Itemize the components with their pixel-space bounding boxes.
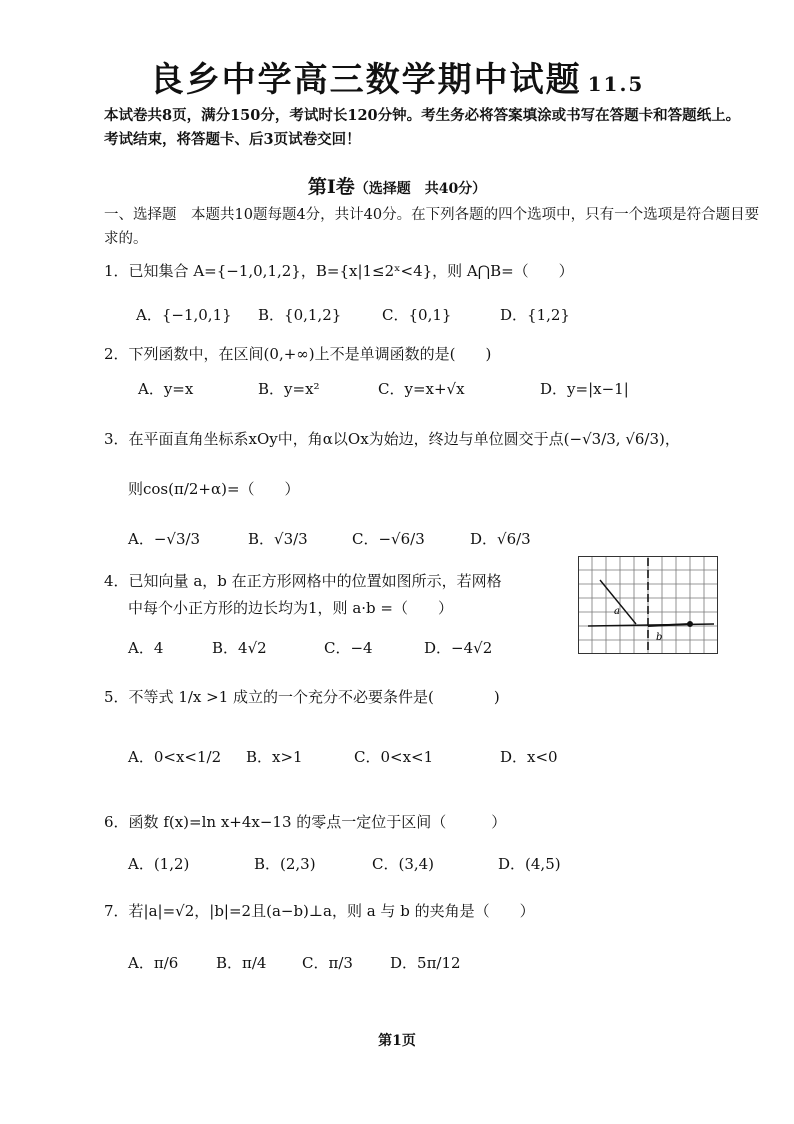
question-4-continued: 中每个小正方形的边长均为1，则 a·b =（ ） — [128, 599, 453, 617]
q1-option-d: D．{1,2} — [500, 306, 570, 324]
question-number: 4． — [104, 572, 129, 590]
question-number: 5． — [104, 688, 129, 706]
question-3-continued: 则cos(π/2+α)=（ ） — [128, 480, 300, 498]
question-stem: 不等式 1/x >1 成立的一个充分不必要条件是( ) — [128, 688, 500, 706]
exam-instructions: 本试卷共8页，满分150分，考试时长120分钟。考生务必将答案填涂或书写在答题卡和答题纸上。考试结束，将答题卡、后3页试卷交回！ — [104, 107, 741, 148]
page-title — [0, 52, 794, 101]
question-number: 2． — [104, 345, 129, 363]
q6-option-b: B．(2,3) — [254, 855, 316, 873]
q7-option-d: D．5π/12 — [390, 954, 461, 972]
q1-option-a: A．{−1,0,1} — [136, 306, 232, 324]
question-stem: 已知集合 A={−1,0,1,2}，B={x|1≤2ˣ<4}，则 A⋂B=（ ） — [128, 262, 574, 280]
vector-a — [600, 580, 636, 624]
part-subtitle: （选择题 共40分） — [354, 181, 487, 197]
question-3 — [104, 428, 680, 449]
q5-option-d: D．x<0 — [500, 748, 558, 766]
q6-option-c: C．(3,4) — [372, 855, 435, 873]
q2-option-b: B．y=x² — [258, 380, 320, 398]
q2-option-d: D．y=|x−1| — [540, 380, 629, 398]
question-6 — [104, 811, 506, 832]
title-text: 良乡中学高三数学期中试题 — [149, 60, 582, 100]
part-title: 第Ⅰ卷 — [307, 176, 355, 198]
q4-option-d: D．−4√2 — [424, 639, 493, 657]
q1-option-b: B．{0,1,2} — [258, 306, 342, 324]
q2-option-c: C．y=x+√x — [378, 380, 465, 398]
q3-option-c: C．−√6/3 — [352, 530, 425, 548]
q4-option-b: B．4√2 — [212, 639, 267, 657]
q3-option-d: D．√6/3 — [470, 530, 531, 548]
question-2 — [104, 343, 491, 364]
question-7 — [104, 900, 535, 921]
q1-option-c: C．{0,1} — [382, 306, 452, 324]
section-instructions: 一、选择题 本题共10题每题4分，共计40分。在下列各题的四个选项中，只有一个选项是符合题目要求的。 — [104, 207, 760, 247]
q5-option-c: C．0<x<1 — [354, 748, 434, 766]
vector-b-label: b — [656, 632, 663, 643]
q5-option-b: B．x>1 — [246, 748, 303, 766]
question-5 — [104, 686, 500, 707]
question-stem: 已知向量 a，b 在正方形网格中的位置如图所示，若网格 — [128, 572, 502, 590]
vector-a-label: a — [614, 606, 620, 617]
q2-option-a: A．y=x — [138, 380, 194, 398]
q7-option-b: B．π/4 — [216, 954, 267, 972]
question-number: 7． — [104, 902, 129, 920]
q4-option-c: C．−4 — [324, 639, 373, 657]
question-stem: 若|a|=√2，|b|=2且(a−b)⊥a，则 a 与 b 的夹角是（ ） — [128, 902, 535, 920]
title-date: 11.5 — [587, 72, 645, 96]
q7-option-a: A．π/6 — [128, 954, 179, 972]
question-1 — [104, 260, 574, 281]
q6-option-a: A．(1,2) — [128, 855, 190, 873]
q7-option-c: C．π/3 — [302, 954, 353, 972]
q4-option-a: A．4 — [128, 639, 164, 657]
question-number: 3． — [104, 430, 129, 448]
question-stem: 函数 f(x)=ln x+4x−13 的零点一定位于区间（ ） — [128, 813, 507, 831]
vector-b-endpoint — [687, 621, 693, 627]
q6-option-d: D．(4,5) — [498, 855, 561, 873]
question-4 — [104, 570, 502, 591]
question-stem: 下列函数中，在区间(0,+∞)上不是单调函数的是( ) — [128, 345, 492, 363]
question-number: 6． — [104, 813, 129, 831]
vector-grid-figure — [578, 556, 718, 654]
question-number: 1． — [104, 262, 129, 280]
part-heading — [0, 172, 794, 199]
q3-option-b: B．√3/3 — [248, 530, 308, 548]
question-stem: 在平面直角坐标系xOy中，角α以Ox为始边，终边与单位圆交于点(−√3/3, √6/3)， — [128, 430, 680, 448]
q3-option-a: A．−√3/3 — [128, 530, 201, 548]
q5-option-a: A．0<x<1/2 — [128, 748, 222, 766]
page-number: 第1页 — [378, 1033, 416, 1049]
